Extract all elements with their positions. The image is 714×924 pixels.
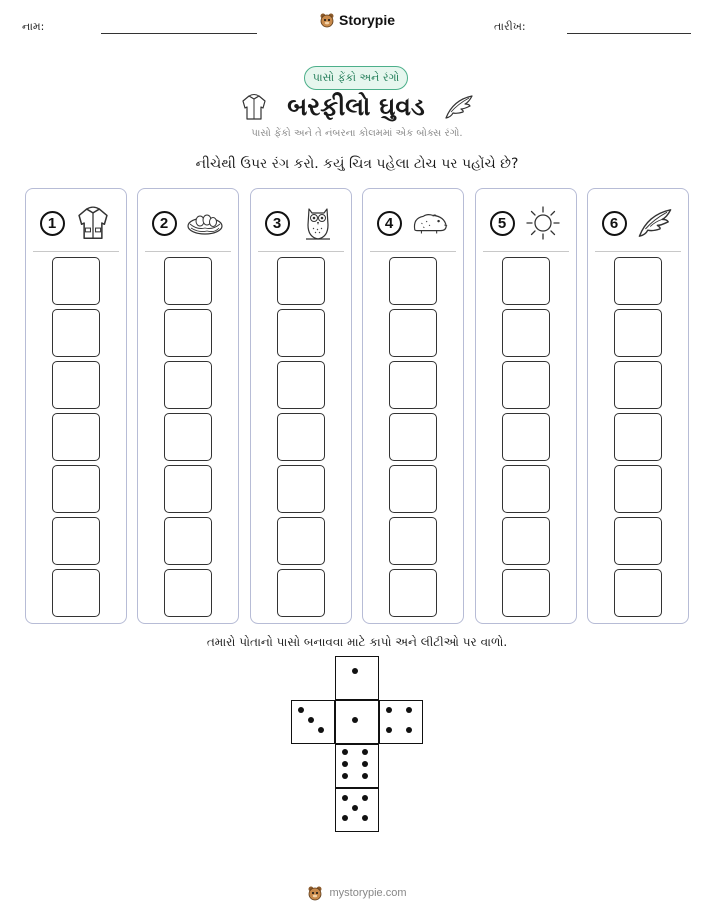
column-number: 3	[265, 211, 290, 236]
color-box[interactable]	[502, 309, 550, 357]
dice-pip	[352, 668, 358, 674]
color-box[interactable]	[277, 517, 325, 565]
dice-pip	[342, 749, 348, 755]
color-box[interactable]	[52, 517, 100, 565]
name-line[interactable]	[101, 33, 257, 34]
jacket-icon	[73, 203, 113, 243]
dice-pip	[352, 717, 358, 723]
color-box[interactable]	[389, 413, 437, 461]
dice-face	[335, 656, 379, 700]
lemming-icon	[410, 203, 450, 243]
worksheet-title: બરફીલો ઘુવડ	[287, 92, 425, 121]
column-header	[138, 197, 238, 249]
color-box[interactable]	[502, 361, 550, 409]
color-box[interactable]	[277, 465, 325, 513]
color-box[interactable]	[389, 257, 437, 305]
column-1	[25, 188, 127, 624]
dice-pip	[362, 795, 368, 801]
column-header	[251, 197, 351, 249]
dice-face	[335, 788, 379, 832]
jacket-icon	[239, 92, 269, 122]
color-box[interactable]	[502, 413, 550, 461]
dice-pip	[352, 805, 358, 811]
color-box[interactable]	[614, 309, 662, 357]
cut-instruction: તમારો પોતાનો પાસો બનાવવા માટે કાપો અને લીટીઓ પર વાળો.	[206, 635, 508, 649]
dice-pip	[342, 773, 348, 779]
dice-pip	[342, 761, 348, 767]
dice-pip	[298, 707, 304, 713]
color-box[interactable]	[502, 517, 550, 565]
brand-name: Storypie	[338, 12, 395, 28]
dice-pip	[386, 727, 392, 733]
color-box[interactable]	[502, 465, 550, 513]
column-3	[250, 188, 352, 624]
activity-badge: પાસો ફેંકો અને રંગો	[304, 66, 408, 90]
color-box[interactable]	[164, 361, 212, 409]
dice-pip	[342, 815, 348, 821]
column-number: 4	[377, 211, 402, 236]
title-row	[0, 92, 714, 122]
column-number: 6	[602, 211, 627, 236]
color-box[interactable]	[614, 413, 662, 461]
column-header	[476, 197, 576, 249]
nest-icon	[185, 203, 225, 243]
dice-pip	[386, 707, 392, 713]
column-number: 1	[40, 211, 65, 236]
color-box[interactable]	[389, 569, 437, 617]
brand-logo	[0, 12, 714, 28]
wing-icon	[443, 92, 475, 122]
column-number: 5	[490, 211, 515, 236]
instruction: નીચેથી ઉપર રંગ કરો. કયું ચિત્ર પહેલા ટોચ પર પહોંચે છે?	[195, 156, 519, 172]
color-box[interactable]	[52, 361, 100, 409]
column-header	[588, 197, 688, 249]
dice-pip	[362, 773, 368, 779]
column-6	[587, 188, 689, 624]
column-4	[362, 188, 464, 624]
color-box[interactable]	[52, 257, 100, 305]
color-box[interactable]	[52, 569, 100, 617]
owl-icon	[298, 203, 338, 243]
color-box[interactable]	[164, 569, 212, 617]
subtitle: પાસો ફેંકો અને તે નંબરના કોલમમાં એક બોક્સ રંગો.	[251, 128, 463, 139]
dice-pip	[362, 749, 368, 755]
color-box[interactable]	[277, 309, 325, 357]
footer-url[interactable]: mystorypie.com	[329, 887, 407, 899]
dice-face	[335, 700, 379, 744]
dice-pip	[362, 815, 368, 821]
dice-face	[291, 700, 335, 744]
sun-icon	[523, 203, 563, 243]
color-box[interactable]	[164, 465, 212, 513]
dice-face	[335, 744, 379, 788]
dice-pip	[406, 707, 412, 713]
color-box[interactable]	[164, 413, 212, 461]
color-box[interactable]	[389, 361, 437, 409]
name-label: નામ:	[22, 20, 45, 33]
column-number: 2	[152, 211, 177, 236]
column-5	[475, 188, 577, 624]
color-box[interactable]	[277, 361, 325, 409]
color-box[interactable]	[52, 413, 100, 461]
dice-face	[379, 700, 423, 744]
column-divider	[595, 251, 681, 252]
dice-pip	[342, 795, 348, 801]
color-box[interactable]	[164, 517, 212, 565]
wing-icon	[635, 203, 675, 243]
bear-logo-icon	[307, 885, 323, 901]
color-box[interactable]	[277, 569, 325, 617]
date-line[interactable]	[567, 33, 691, 34]
color-box[interactable]	[614, 569, 662, 617]
color-box[interactable]	[277, 413, 325, 461]
color-box[interactable]	[389, 517, 437, 565]
column-divider	[258, 251, 344, 252]
color-box[interactable]	[614, 361, 662, 409]
color-box[interactable]	[389, 309, 437, 357]
color-box[interactable]	[614, 465, 662, 513]
color-box[interactable]	[277, 257, 325, 305]
column-header	[363, 197, 463, 249]
column-header	[26, 197, 126, 249]
dice-pip	[362, 761, 368, 767]
column-divider	[145, 251, 231, 252]
footer	[0, 885, 714, 901]
bear-logo-icon	[319, 12, 335, 28]
color-box[interactable]	[614, 257, 662, 305]
column-divider	[483, 251, 569, 252]
color-box[interactable]	[502, 569, 550, 617]
color-box[interactable]	[389, 465, 437, 513]
column-divider	[370, 251, 456, 252]
dice-pip	[308, 717, 314, 723]
dice-pip	[406, 727, 412, 733]
column-divider	[33, 251, 119, 252]
color-box[interactable]	[52, 465, 100, 513]
color-box[interactable]	[164, 309, 212, 357]
date-label: તારીખ:	[494, 20, 526, 33]
color-box[interactable]	[614, 517, 662, 565]
color-box[interactable]	[52, 309, 100, 357]
color-box[interactable]	[164, 257, 212, 305]
color-box[interactable]	[502, 257, 550, 305]
dice-pip	[318, 727, 324, 733]
column-2	[137, 188, 239, 624]
